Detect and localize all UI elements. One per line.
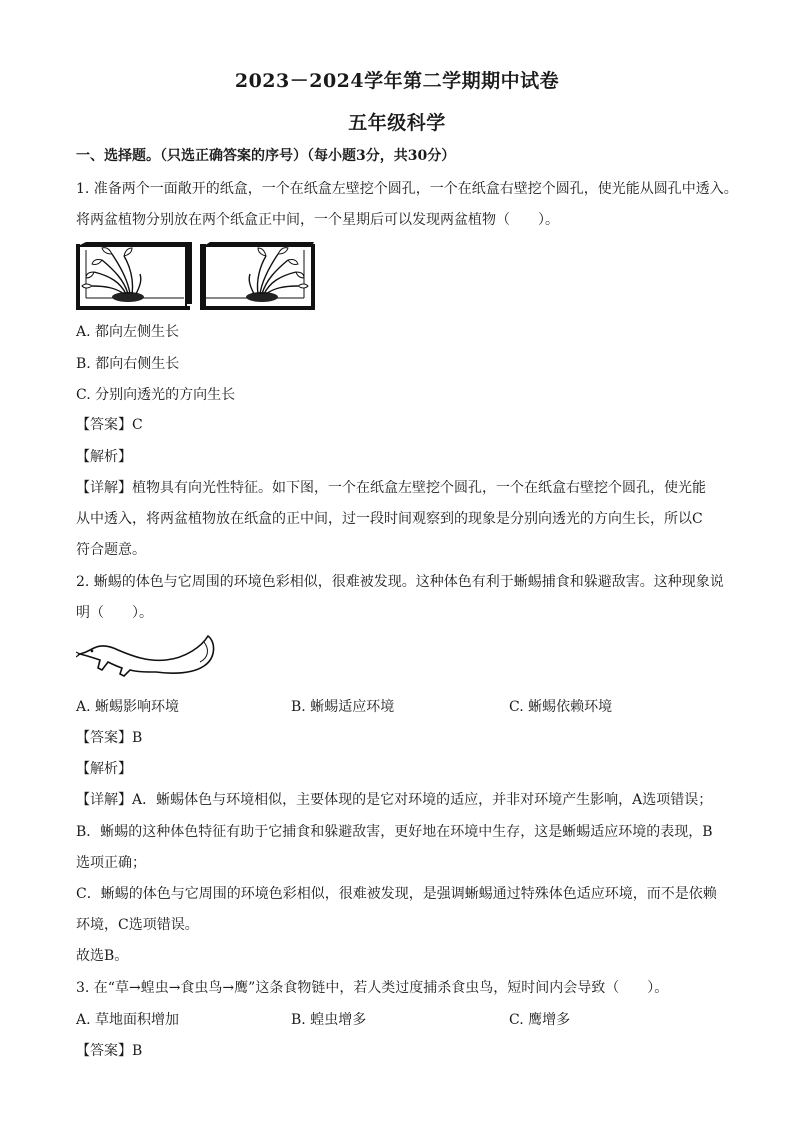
q2-option-a: A. 蜥蜴影响环境 (76, 699, 180, 715)
right-box-drawing (200, 242, 315, 310)
q1-option-c: C. 分别向透光的方向生长 (76, 387, 236, 403)
q1-detail-line1: 【详解】植物具有向光性特征。如下图，一个在纸盒左壁挖个圆孔，一个在纸盒右壁挖个圆孔，使光能 (76, 480, 706, 496)
q3-stem-line1: 3. 在“草→蝗虫→食虫鸟→鹰”这条食物链中，若人类过度捕杀食虫鸟，短时间内会导致（ ）。 (76, 980, 669, 996)
left-box-drawing (76, 242, 192, 310)
q2-option-b: B. 蜥蜴适应环境 (291, 699, 395, 715)
q1-answer: 【答案】C (76, 417, 143, 433)
q2-analysis-label: 【解析】 (76, 761, 132, 777)
plant-box-figure (76, 240, 316, 312)
q1-detail-line2: 从中透入，将两盆植物放在纸盒的正中间，过一段时间观察到的现象是分别向透光的方向生长，所以C (76, 511, 703, 527)
q1-option-b: B. 都向右侧生长 (76, 356, 180, 372)
q2-detail-line6: 故选B。 (76, 948, 129, 964)
q2-detail-line5: 环境，C选项错误。 (76, 917, 199, 933)
lizard-figure (76, 632, 220, 680)
q2-detail-line1: 【详解】A．蜥蜴体色与环境相似，主要体现的是它对环境的适应，并非对环境产生影响，A选项错误； (76, 792, 713, 808)
q2-detail-line3: 选项正确； (76, 855, 146, 871)
q3-option-b: B. 蝗虫增多 (291, 1012, 367, 1028)
q2-stem-line2: 明（ ）。 (76, 605, 153, 621)
q1-option-a: A. 都向左侧生长 (76, 324, 180, 340)
q3-option-c: C. 鹰增多 (509, 1012, 571, 1028)
q3-answer: 【答案】B (76, 1043, 143, 1059)
section-heading: 一、选择题。（只选正确答案的序号）（每小题3分，共30分） (76, 148, 456, 164)
exam-title: 2023－2024学年第二学期期中试卷 (234, 70, 560, 92)
q2-answer: 【答案】B (76, 730, 143, 746)
q2-detail-line2: B．蜥蜴的这种体色特征有助于它捕食和躲避敌害，更好地在环境中生存，这是蜥蜴适应环境的表现，B (76, 824, 713, 840)
q2-stem-line1: 2. 蜥蜴的体色与它周围的环境色彩相似，很难被发现。这种体色有利于蜥蜴捕食和躲避敌害。这种现象说 (76, 574, 724, 590)
exam-subtitle: 五年级科学 (348, 112, 446, 134)
q2-detail-line4: C．蜥蜴的体色与它周围的环境色彩相似，很难被发现，是强调蜥蜴通过特殊体色适应环境，而不是依赖 (76, 886, 717, 902)
q2-option-c: C. 蜥蜴依赖环境 (509, 699, 613, 715)
q1-analysis-label: 【解析】 (76, 449, 132, 465)
q1-detail-line3: 符合题意。 (76, 542, 146, 558)
q1-stem-line1: 1. 准备两个一面敞开的纸盒，一个在纸盒左壁挖个圆孔，一个在纸盒右壁挖个圆孔，使光能从圆孔中透入。 (76, 181, 738, 197)
q1-stem-line2: 将两盆植物分别放在两个纸盒正中间，一个星期后可以发现两盆植物（ ）。 (76, 212, 559, 228)
q3-option-a: A. 草地面积增加 (76, 1012, 180, 1028)
